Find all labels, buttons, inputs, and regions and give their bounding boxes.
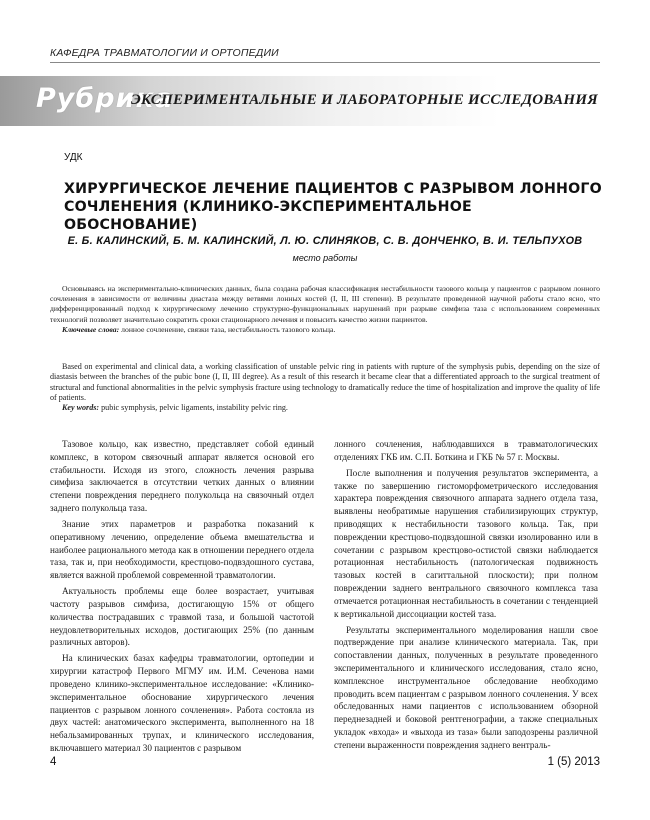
body-column-left — [50, 438, 314, 758]
article-authors: Е. Б. КАЛИНСКИЙ, Б. М. КАЛИНСКИЙ, Л. Ю. СЛИНЯКОВ, С. В. ДОНЧЕНКО, В. И. ТЕЛЬПУХОВ — [67, 235, 583, 247]
body-paragraph: лонного сочленения, наблюдавшихся в травматологических отделениях ГКБ им. С.П. Боткина и ГКБ № 57 г. Москвы. — [334, 439, 598, 462]
abstract-russian — [50, 284, 600, 335]
udk-label: УДК — [64, 152, 83, 163]
keywords-ru — [50, 325, 600, 335]
body-paragraph: Результаты экспериментального моделирования нашли свое подтверждение при анализе клинического материала. Так, при сопоставлении данных, полученных в результате проведенного экспериментального и клинического исследования, стало ясно, комплексное инструментальное обследование необходимо проводить всем пациентам с разрывом лонного сочленения. У всех обследованных нами пациентов с использованием обзорной переднезадней и боковой рентгенографии, а также специальных укладок «входа» и «выхода из таза» были заподозрены различной степени выраженности повреждения заднего вентраль- — [334, 624, 598, 750]
page-number: 4 — [50, 756, 57, 768]
issue-number: 1 (5) 2013 — [547, 756, 600, 768]
body-paragraph: После выполнения и получения результатов эксперимента, а также по завершению гистоморфометрического исследования характера повреждения связочного аппарата заднего отдела таза, выявлены необратимые нарушения стабилизирующих структур, приводящих к нестабильности тазового кольца. Так, при повреждении крестцово-подвздошной связки изолированно или в сочетании с разрывом крестцово-остистой связки наблюдается ротационная нестабильность (патологическая подвижность тазовых костей в сагиттальной плоскости); при полном повреждении заднего вентрального связочного комплекса таза отмечается ротационная нестабильность в сочетании с тенденцией к вертикальной диссоциации костей таза. — [334, 467, 598, 619]
keywords-ru-text: лонное сочленение, связки таза, нестабильность тазового кольца. — [121, 324, 336, 334]
body-paragraph: На клинических базах кафедры травматологии, ортопедии и хирургии катастроф Первого МГМУ им. И.М. Сеченова нами проведено клинико-экспериментальное исследование: «Клинико-экспериментальное обоснование хирургического лечения пациентов с разрывом лонного сочленения». Работа состояла из двух частей: анатомического эксперимента, выполненного на 18 небальзамированных трупах, и клинического исследования, включавшего материал 30 пациентов с разрывом — [50, 653, 314, 753]
keywords-ru-label: Ключевые слова: — [62, 324, 120, 334]
body-paragraph: Тазовое кольцо, как известно, представляет собой единый комплекс, в котором связочный аппарат является основой его стабильности. Исходя из этого, сложность лечения разрыва симфиза заключается в отсутствии четких данных о влиянии степени повреждения переднего полукольца на связочный отдел заднего полукольца таза. — [50, 439, 314, 513]
abstract-english — [50, 362, 600, 413]
rubric-label: Рубрика — [36, 83, 175, 114]
keywords-en-label: Key words: — [62, 403, 100, 413]
section-title: ЭКСПЕРИМЕНТАЛЬНЫЕ И ЛАБОРАТОРНЫЕ ИССЛЕДОВАНИЯ — [130, 92, 598, 108]
header-rule — [50, 62, 600, 63]
abstract-ru-text: Основываясь на экспериментально-клинических данных, была создана рабочая классификация нестабильности тазового кольца у пациентов с разрывом лонного сочленения в зависимости от величины диастаза между ветвями лонных костей (I, II, III степени). В результате проведенной научной работы стало ясно, что дифференцированный подход к хирургическому лечению структурно-функциональных нарушений при разрыве симфиза таза с использованием современных технологий позволяет значительно сократить сроки стационарного лечения и повысить качество жизни пациентов. — [50, 284, 600, 324]
article-title: ХИРУРГИЧЕСКОЕ ЛЕЧЕНИЕ ПАЦИЕНТОВ С РАЗРЫВОМ ЛОННОГО СОЧЛЕНЕНИЯ (КЛИНИКО-ЭКСПЕРИМЕНТАЛЬНОЕ ОБОСНОВАНИЕ) — [64, 181, 602, 233]
body-column-right — [334, 438, 598, 755]
keywords-en-text: pubic symphysis, pelvic ligaments, instability pelvic ring. — [101, 403, 288, 413]
running-head: КАФЕДРА ТРАВМАТОЛОГИИ И ОРТОПЕДИИ — [50, 47, 279, 59]
abstract-en-text: Based on experimental and clinical data, a working classification of unstable pelvic ring in patients with rupture of the symphysis pubis, depending on the size of diastasis between the branches of the pubic bone (I, II, III degree). As a result of this research it became clear that a differentiated approach to the surgical treatment of structural and functional abnormalities in the pelvic symphysis fracture using technology to dramatically reduce the time of hospitalization and improve the quality of life of patients. — [50, 362, 600, 402]
body-paragraph: Знание этих параметров и разработка показаний к оперативному лечению, определение объема вмешательства и наиболее рационального метода как в отношении переднего отдела таза, так и, при необходимости, крестцово-подвздошного сустава, является важной проблемой современной травматологии. — [50, 518, 314, 581]
keywords-en — [50, 403, 600, 413]
author-affiliation: место работы — [292, 253, 358, 263]
body-paragraph: Актуальность проблемы еще более возрастает, учитывая частоту разрывов симфиза, достигающую 15% от общего количества пострадавших с травмой таза, и большой частотой неудовлетворительных исходов, достигающих 25% (по данным различных авторов). — [50, 586, 314, 648]
